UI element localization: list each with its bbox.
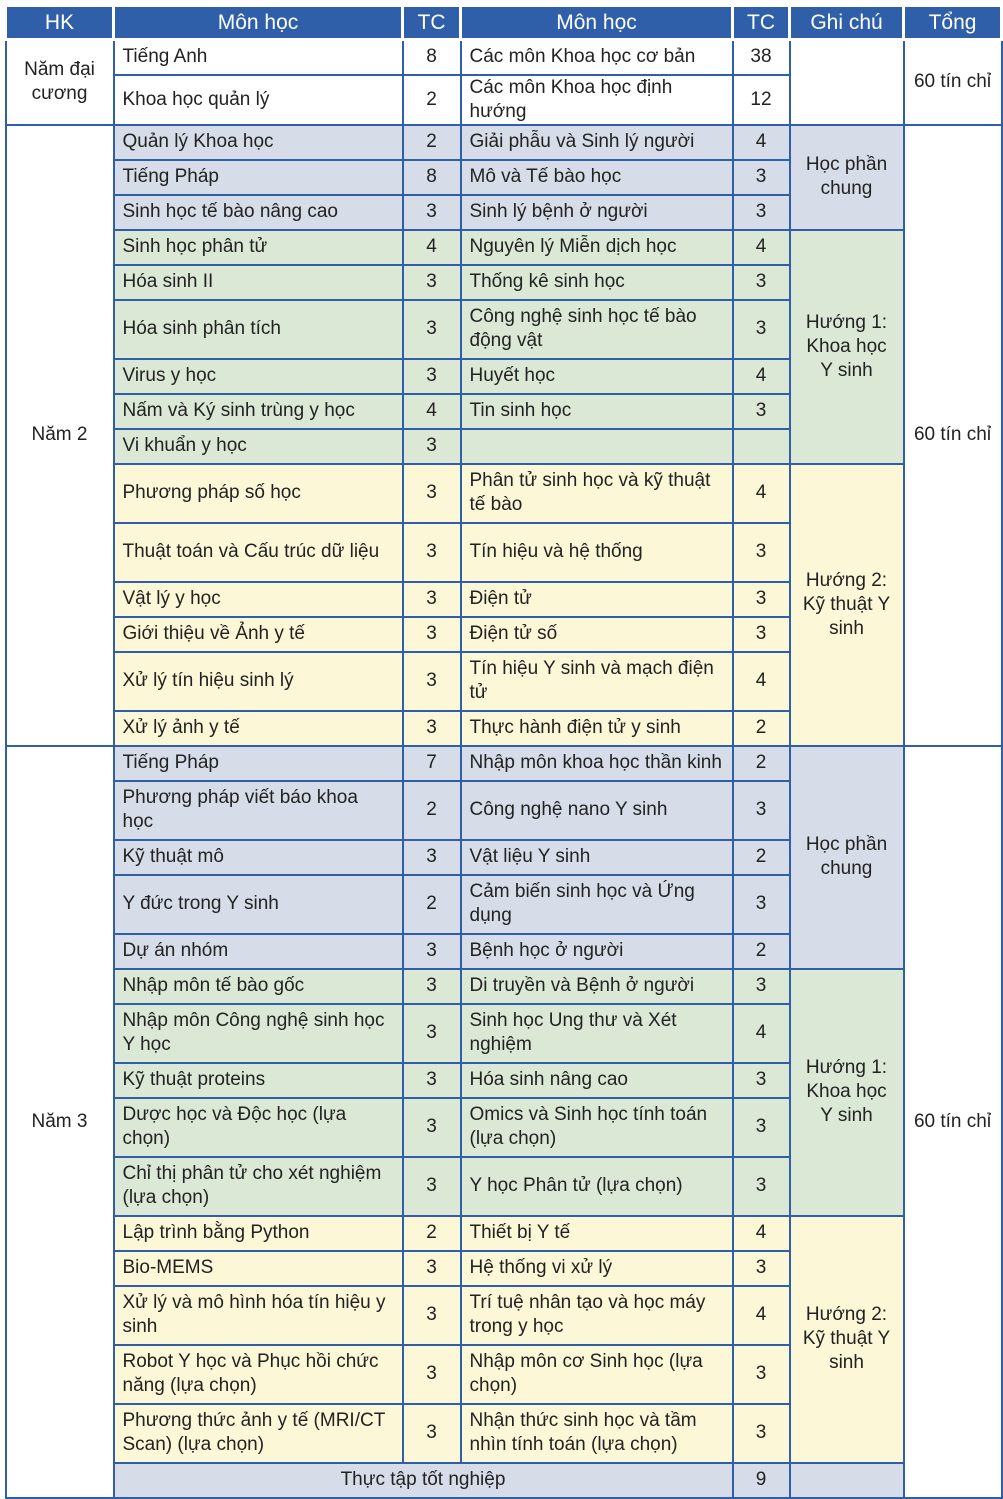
credit-cell: 3 — [733, 969, 790, 1004]
group-note: Học phần chung — [790, 746, 904, 969]
credit-cell: 3 — [403, 1251, 461, 1286]
subject-cell: Bio-MEMS — [114, 1251, 403, 1286]
subject-cell: Tiếng Pháp — [114, 746, 403, 781]
internship-label: Thực tập tốt nghiệp — [114, 1463, 733, 1498]
subject-cell: Sinh học Ung thư và Xét nghiệm — [461, 1004, 733, 1063]
subject-cell: Vật liệu Y sinh — [461, 840, 733, 875]
internship-row — [6, 1463, 1002, 1498]
credit-cell: 3 — [733, 1063, 790, 1098]
credit-cell: 3 — [403, 429, 461, 464]
credit-cell: 3 — [733, 160, 790, 195]
credit-cell: 3 — [403, 652, 461, 711]
credit-cell: 4 — [733, 359, 790, 394]
header-note: Ghi chú — [790, 6, 904, 40]
credit-cell: 2 — [733, 711, 790, 746]
subject-cell: Xử lý ảnh y tế — [114, 711, 403, 746]
header-hk: HK — [6, 6, 114, 40]
subject-cell: Các môn Khoa học cơ bản — [461, 40, 733, 75]
credit-cell: 4 — [403, 230, 461, 265]
subject-cell: Virus y học — [114, 359, 403, 394]
subject-cell: Robot Y học và Phục hồi chức năng (lựa chọn) — [114, 1345, 403, 1404]
subject-cell: Thuật toán và Cấu trúc dữ liệu — [114, 523, 403, 582]
subject-cell: Hóa sinh phân tích — [114, 300, 403, 359]
credit-cell: 12 — [733, 75, 790, 125]
credit-cell: 3 — [403, 523, 461, 582]
credit-cell: 3 — [733, 875, 790, 934]
subject-cell: Mô và Tế bào học — [461, 160, 733, 195]
credit-cell: 3 — [733, 523, 790, 582]
credit-cell: 3 — [733, 195, 790, 230]
year-label: Năm 2 — [6, 125, 114, 746]
header-total: Tổng — [904, 6, 1002, 40]
group-note: Hướng 1: Khoa học Y sinh — [790, 230, 904, 464]
subject-cell: Các môn Khoa học định hướng — [461, 75, 733, 125]
subject-cell: Sinh học tế bào nâng cao — [114, 195, 403, 230]
credit-cell: 2 — [733, 746, 790, 781]
subject-cell: Quản lý Khoa học — [114, 125, 403, 160]
internship-credit: 9 — [733, 1463, 790, 1498]
credit-cell: 3 — [733, 394, 790, 429]
subject-cell: Hệ thống vi xử lý — [461, 1251, 733, 1286]
credit-cell: 3 — [733, 1251, 790, 1286]
subject-cell: Thực hành điện tử y sinh — [461, 711, 733, 746]
credit-cell: 2 — [403, 75, 461, 125]
subject-cell: Cảm biến sinh học và Ứng dụng — [461, 875, 733, 934]
subject-cell: Trí tuệ nhân tạo và học máy trong y học — [461, 1286, 733, 1345]
credit-cell: 4 — [733, 652, 790, 711]
note-cell — [790, 40, 904, 125]
subject-cell: Phân tử sinh học và kỹ thuật tế bào — [461, 464, 733, 523]
credit-cell: 3 — [403, 617, 461, 652]
credit-cell: 3 — [403, 195, 461, 230]
group-note: Học phần chung — [790, 125, 904, 230]
subject-cell: Nhập môn tế bào gốc — [114, 969, 403, 1004]
subject-cell: Nhận thức sinh học và tầm nhìn tính toán (lựa chọn) — [461, 1404, 733, 1463]
group-note: Hướng 2: Kỹ thuật Y sinh — [790, 464, 904, 746]
table-row — [6, 230, 1002, 265]
credit-cell: 3 — [733, 265, 790, 300]
subject-cell: Công nghệ nano Y sinh — [461, 781, 733, 840]
credit-cell: 3 — [403, 840, 461, 875]
credit-cell: 3 — [403, 1004, 461, 1063]
credit-cell: 4 — [733, 1216, 790, 1251]
credit-cell: 2 — [733, 840, 790, 875]
credit-cell: 3 — [403, 265, 461, 300]
credit-cell — [733, 429, 790, 464]
credit-cell: 3 — [403, 711, 461, 746]
subject-cell: Nấm và Ký sinh trùng y học — [114, 394, 403, 429]
subject-cell: Y đức trong Y sinh — [114, 875, 403, 934]
subject-cell: Y học Phân tử (lựa chọn) — [461, 1157, 733, 1216]
subject-cell: Xử lý và mô hình hóa tín hiệu y sinh — [114, 1286, 403, 1345]
credit-cell: 3 — [733, 1098, 790, 1157]
credit-cell: 3 — [733, 1157, 790, 1216]
credit-cell: 2 — [403, 125, 461, 160]
credit-cell: 3 — [733, 617, 790, 652]
credit-cell: 4 — [733, 125, 790, 160]
subject-cell: Tiếng Pháp — [114, 160, 403, 195]
table-row — [6, 746, 1002, 781]
subject-cell: Nhập môn Công nghệ sinh học Y học — [114, 1004, 403, 1063]
subject-cell: Vật lý y học — [114, 582, 403, 617]
total-cell: 60 tín chỉ — [904, 40, 1002, 125]
credit-cell: 3 — [403, 464, 461, 523]
header-row — [6, 6, 1002, 40]
subject-cell: Điện tử số — [461, 617, 733, 652]
credit-cell: 3 — [403, 359, 461, 394]
group-note: Hướng 2: Kỹ thuật Y sinh — [790, 1216, 904, 1463]
credit-cell: 3 — [403, 300, 461, 359]
subject-cell: Nhập môn cơ Sinh học (lựa chọn) — [461, 1345, 733, 1404]
credit-cell: 38 — [733, 40, 790, 75]
credit-cell: 3 — [733, 300, 790, 359]
subject-cell: Sinh học phân tử — [114, 230, 403, 265]
subject-cell: Nhập môn khoa học thần kinh — [461, 746, 733, 781]
subject-cell: Nguyên lý Miễn dịch học — [461, 230, 733, 265]
subject-cell: Lập trình bằng Python — [114, 1216, 403, 1251]
group-note: Hướng 1: Khoa học Y sinh — [790, 969, 904, 1216]
header-tc-2: TC — [733, 6, 790, 40]
table-row — [6, 40, 1002, 75]
credit-cell: 4 — [733, 1004, 790, 1063]
subject-cell: Dược học và Độc học (lựa chọn) — [114, 1098, 403, 1157]
header-subject-2: Môn học — [461, 6, 733, 40]
subject-cell: Huyết học — [461, 359, 733, 394]
credit-cell: 3 — [403, 1404, 461, 1463]
header-subject-1: Môn học — [114, 6, 403, 40]
credit-cell: 3 — [403, 1157, 461, 1216]
credit-cell: 3 — [403, 1345, 461, 1404]
credit-cell: 4 — [733, 230, 790, 265]
internship-note — [790, 1463, 904, 1498]
subject-cell: Xử lý tín hiệu sinh lý — [114, 652, 403, 711]
subject-cell: Giải phẫu và Sinh lý người — [461, 125, 733, 160]
subject-cell: Kỹ thuật mô — [114, 840, 403, 875]
subject-cell: Tin sinh học — [461, 394, 733, 429]
subject-cell: Thống kê sinh học — [461, 265, 733, 300]
subject-cell: Thiết bị Y tế — [461, 1216, 733, 1251]
subject-cell: Phương pháp viết báo khoa học — [114, 781, 403, 840]
subject-cell — [461, 429, 733, 464]
subject-cell: Bệnh học ở người — [461, 934, 733, 969]
subject-cell: Giới thiệu về Ảnh y tế — [114, 617, 403, 652]
credit-cell: 4 — [733, 1286, 790, 1345]
subject-cell: Công nghệ sinh học tế bào động vật — [461, 300, 733, 359]
table-body — [6, 40, 1002, 1498]
credit-cell: 3 — [403, 582, 461, 617]
table-row — [6, 125, 1002, 160]
credit-cell: 3 — [733, 582, 790, 617]
credit-cell: 8 — [403, 40, 461, 75]
credit-cell: 2 — [403, 875, 461, 934]
credit-cell: 3 — [403, 934, 461, 969]
subject-cell: Điện tử — [461, 582, 733, 617]
subject-cell: Tín hiệu và hệ thống — [461, 523, 733, 582]
credit-cell: 2 — [403, 781, 461, 840]
credit-cell: 3 — [403, 1286, 461, 1345]
table-row — [6, 1216, 1002, 1251]
subject-cell: Khoa học quản lý — [114, 75, 403, 125]
subject-cell: Phương thức ảnh y tế (MRI/CT Scan) (lựa chọn) — [114, 1404, 403, 1463]
subject-cell: Vi khuẩn y học — [114, 429, 403, 464]
credit-cell: 3 — [403, 1098, 461, 1157]
credit-cell: 8 — [403, 160, 461, 195]
header-tc-1: TC — [403, 6, 461, 40]
credit-cell: 3 — [733, 781, 790, 840]
subject-cell: Sinh lý bệnh ở người — [461, 195, 733, 230]
subject-cell: Hóa sinh nâng cao — [461, 1063, 733, 1098]
total-cell: 60 tín chỉ — [904, 746, 1002, 1498]
subject-cell: Phương pháp số học — [114, 464, 403, 523]
credit-cell: 4 — [403, 394, 461, 429]
credit-cell: 2 — [733, 934, 790, 969]
credit-cell: 7 — [403, 746, 461, 781]
subject-cell: Di truyền và Bệnh ở người — [461, 969, 733, 1004]
subject-cell: Tín hiệu Y sinh và mạch điện tử — [461, 652, 733, 711]
table-row — [6, 969, 1002, 1004]
total-cell: 60 tín chỉ — [904, 125, 1002, 746]
credit-cell: 3 — [403, 1063, 461, 1098]
subject-cell: Tiếng Anh — [114, 40, 403, 75]
subject-cell: Hóa sinh II — [114, 265, 403, 300]
subject-cell: Dự án nhóm — [114, 934, 403, 969]
credit-cell: 3 — [733, 1404, 790, 1463]
credit-cell: 2 — [403, 1216, 461, 1251]
credit-cell: 3 — [403, 969, 461, 1004]
curriculum-table — [4, 4, 1003, 1499]
table-row — [6, 464, 1002, 523]
subject-cell: Omics và Sinh học tính toán (lựa chọn) — [461, 1098, 733, 1157]
year-label: Năm 3 — [6, 746, 114, 1498]
subject-cell: Kỹ thuật proteins — [114, 1063, 403, 1098]
year-label: Năm đại cương — [6, 40, 114, 125]
credit-cell: 4 — [733, 464, 790, 523]
subject-cell: Chỉ thị phân tử cho xét nghiệm (lựa chọn) — [114, 1157, 403, 1216]
credit-cell: 3 — [733, 1345, 790, 1404]
